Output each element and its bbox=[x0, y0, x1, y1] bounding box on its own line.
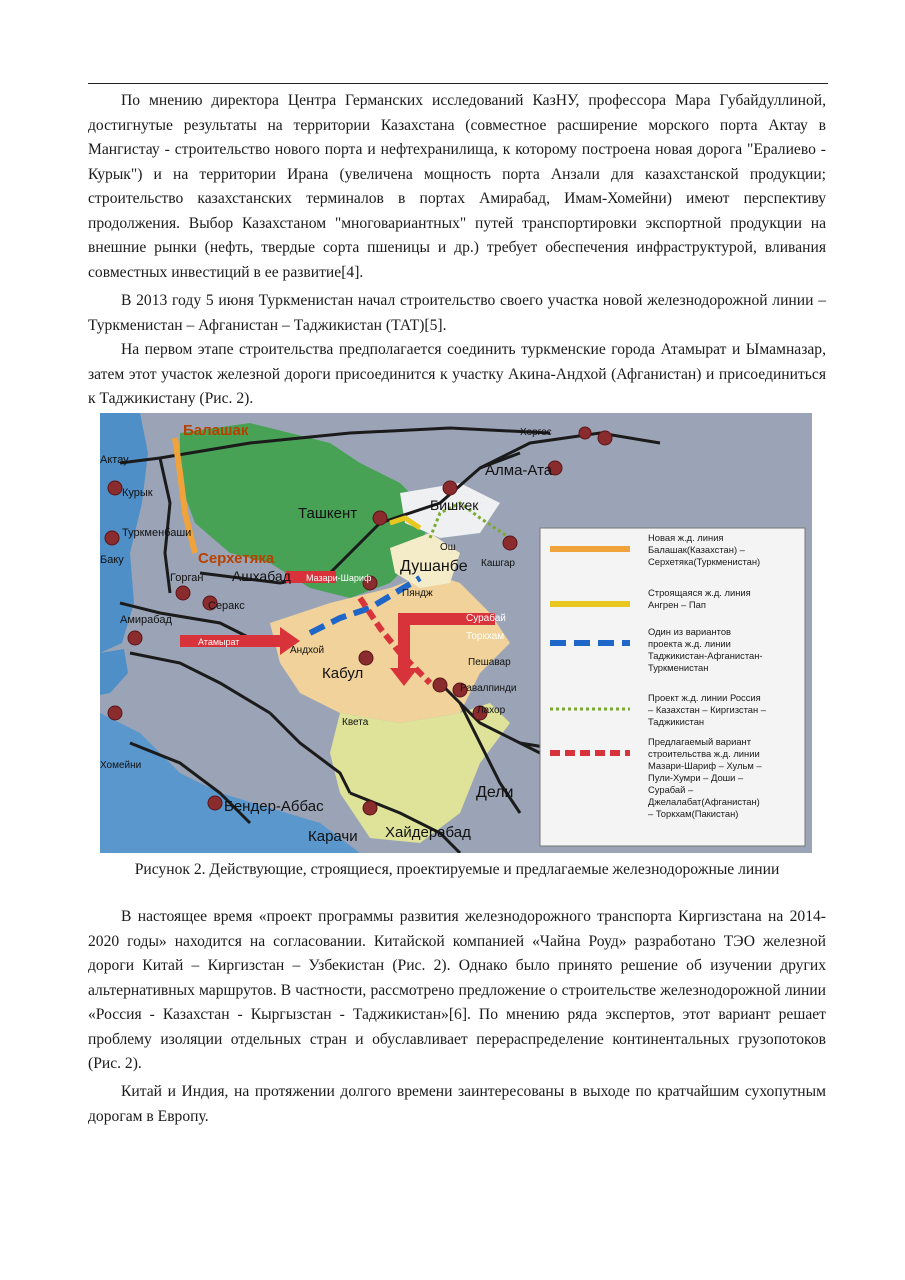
label-amirabad: Амирабад bbox=[120, 614, 172, 626]
label-bishkek: Бишкек bbox=[430, 497, 479, 513]
figure-caption: Рисунок 2. Действующие, строящиеся, проектируемые и предлагаемые железнодорожные линии bbox=[134, 861, 780, 878]
label-surabai: Сурабай bbox=[466, 613, 506, 624]
label-deli: Дели bbox=[476, 784, 514, 801]
label-baku: Баку bbox=[100, 554, 124, 566]
legend-text-3-4: Туркменистан bbox=[648, 662, 709, 673]
label-gorgan: Горган bbox=[170, 572, 204, 584]
label-tashkent: Ташкент bbox=[298, 505, 358, 522]
legend-text-5-6: Джелалабат(Афганистан) bbox=[648, 796, 760, 807]
label-andkhoy: Андхой bbox=[290, 645, 325, 656]
label-khorgos: Хоргос bbox=[520, 427, 552, 438]
label-atamyrat: Атамырат bbox=[198, 637, 240, 647]
paragraph-2: В 2013 году 5 июня Туркменистан начал строительство своего участка новой железнодорожной линии – Туркменистан – Афганистан – Таджикистан (ТАТ)[5]. bbox=[88, 292, 826, 334]
legend-text-4-1: Проект ж.д. линии Россия bbox=[648, 692, 761, 703]
legend-text-5-2: строительства ж.д. линии bbox=[648, 748, 760, 759]
label-lakhor: Лахор bbox=[477, 705, 506, 716]
paragraph-4: В настоящее время «проект программы развития железнодорожного транспорта Киргизстана на 2014-2020 годы» находится на согласовании. Китайской компанией «Чайна Роуд» разработано ТЭО железной дороги Китай – Киргизстан – Узбекистан (Рис. 2). Однако было принято решение об изучении других альтернативных маршрутов. В частности, рассмотрено предложение о строительстве железнодорожной линии «Россия - Казахстан - Кыргызстан - Таджикистан»[6]. По мнению ряда экспертов, этот вариант решает проблему изоляции отдельных стран и обуславливает перераспределение континентальных грузопотоков (Рис. 2). bbox=[88, 908, 826, 1072]
label-osh: Ош bbox=[440, 542, 456, 553]
map-legend bbox=[540, 528, 805, 846]
header-rule bbox=[88, 83, 828, 84]
legend-text-1-3: Серхетяка(Туркменистан) bbox=[648, 556, 761, 567]
label-kveta: Квета bbox=[342, 717, 369, 728]
label-almaata: Алма-Ата bbox=[485, 462, 553, 479]
label-kashgar: Кашгар bbox=[481, 558, 515, 569]
label-torkham: Торкхам bbox=[466, 631, 505, 642]
legend-text-5-1: Предлагаемый вариант bbox=[648, 736, 752, 747]
legend-text-5-7: – Торкхам(Пакистан) bbox=[648, 808, 739, 819]
label-dushanbe: Душанбе bbox=[400, 558, 468, 575]
railway-map bbox=[100, 413, 812, 853]
paragraph-1: По мнению директора Центра Германских исследований КазНУ, профессора Мара Губайдуллиной, достигнутые результаты на территории Казахстана (совместное расширение морского порта Актау в Мангистау - строительство нового порта и нефтехранилища, к которому построена новая дорога "Ералиево - Курык") и на территории Ирана (увеличена мощность порта Анзали для казахстанской продукции; строительство казахстанских терминалов в портах Амирабад, Имам-Хомейни) имеют перспективу продолжения. Выбор Казахстаном "многовариантных" путей транспортировки экспортной продукции на внешние рынки (нефть, твердые сорта пшеницы и др.) требует обеспечения инфраструктурой, вливания совместных инвестиций в ее развитие[4]. bbox=[88, 92, 826, 281]
label-serkhetyaka: Серхетяка bbox=[198, 550, 275, 567]
label-khomeini: Хомейни bbox=[100, 760, 142, 771]
label-khaiderabad: Хайдерабад bbox=[385, 824, 471, 841]
label-peshavar: Пешавар bbox=[468, 657, 511, 668]
legend-text-2-2: Ангрен – Пап bbox=[648, 599, 706, 610]
legend-text-1-1: Новая ж.д. линия bbox=[648, 532, 724, 543]
label-karachi: Карачи bbox=[308, 828, 358, 845]
legend-text-1-2: Балашак(Казахстан) – bbox=[648, 544, 745, 555]
label-kuryk: Курык bbox=[122, 487, 153, 499]
label-seraks: Серакс bbox=[208, 600, 245, 612]
legend-text-3-1: Один из вариантов bbox=[648, 626, 732, 637]
legend-text-4-3: Таджикистан bbox=[648, 716, 705, 727]
legend-text-5-3: Мазари-Шариф – Хульм – bbox=[648, 760, 762, 771]
label-ashkhabad: Ашхабад bbox=[232, 568, 291, 584]
legend-text-3-3: Таджикистан-Афганистан- bbox=[648, 650, 763, 661]
legend-text-2-1: Строящаяся ж.д. линия bbox=[648, 587, 751, 598]
label-balashak: Балашак bbox=[183, 422, 249, 439]
paragraph-5: Китай и Индия, на протяжении долгого времени заинтересованы в выходе по кратчайшим сухопутным дорогам в Европу. bbox=[88, 1083, 826, 1125]
label-benderabbas: Бендер-Аббас bbox=[224, 798, 324, 815]
paragraph-3: На первом этапе строительства предполагается соединить туркменские города Атамырат и Ымамназар, затем этот участок железной дороги присоединится к участку Акина-Андхой (Афганистан) и присоединиться к Таджикистану (Рис. 2). bbox=[88, 341, 826, 407]
label-turkmenbashi: Туркменбаши bbox=[122, 527, 192, 539]
legend-text-4-2: – Казахстан – Киргизстан – bbox=[648, 704, 767, 715]
label-kabul: Кабул bbox=[322, 665, 364, 682]
legend-text-5-4: Пули-Хумри – Доши – bbox=[648, 772, 744, 783]
legend-text-3-2: проекта ж.д. линии bbox=[648, 638, 731, 649]
label-pyandzh: Пяндж bbox=[402, 588, 433, 599]
label-ravalpindi: Равалпинди bbox=[460, 683, 517, 694]
label-mazari: Мазари-Шариф bbox=[306, 573, 372, 583]
label-aktau: Актау bbox=[100, 454, 129, 466]
legend-text-5-5: Сурабай – bbox=[648, 784, 694, 795]
